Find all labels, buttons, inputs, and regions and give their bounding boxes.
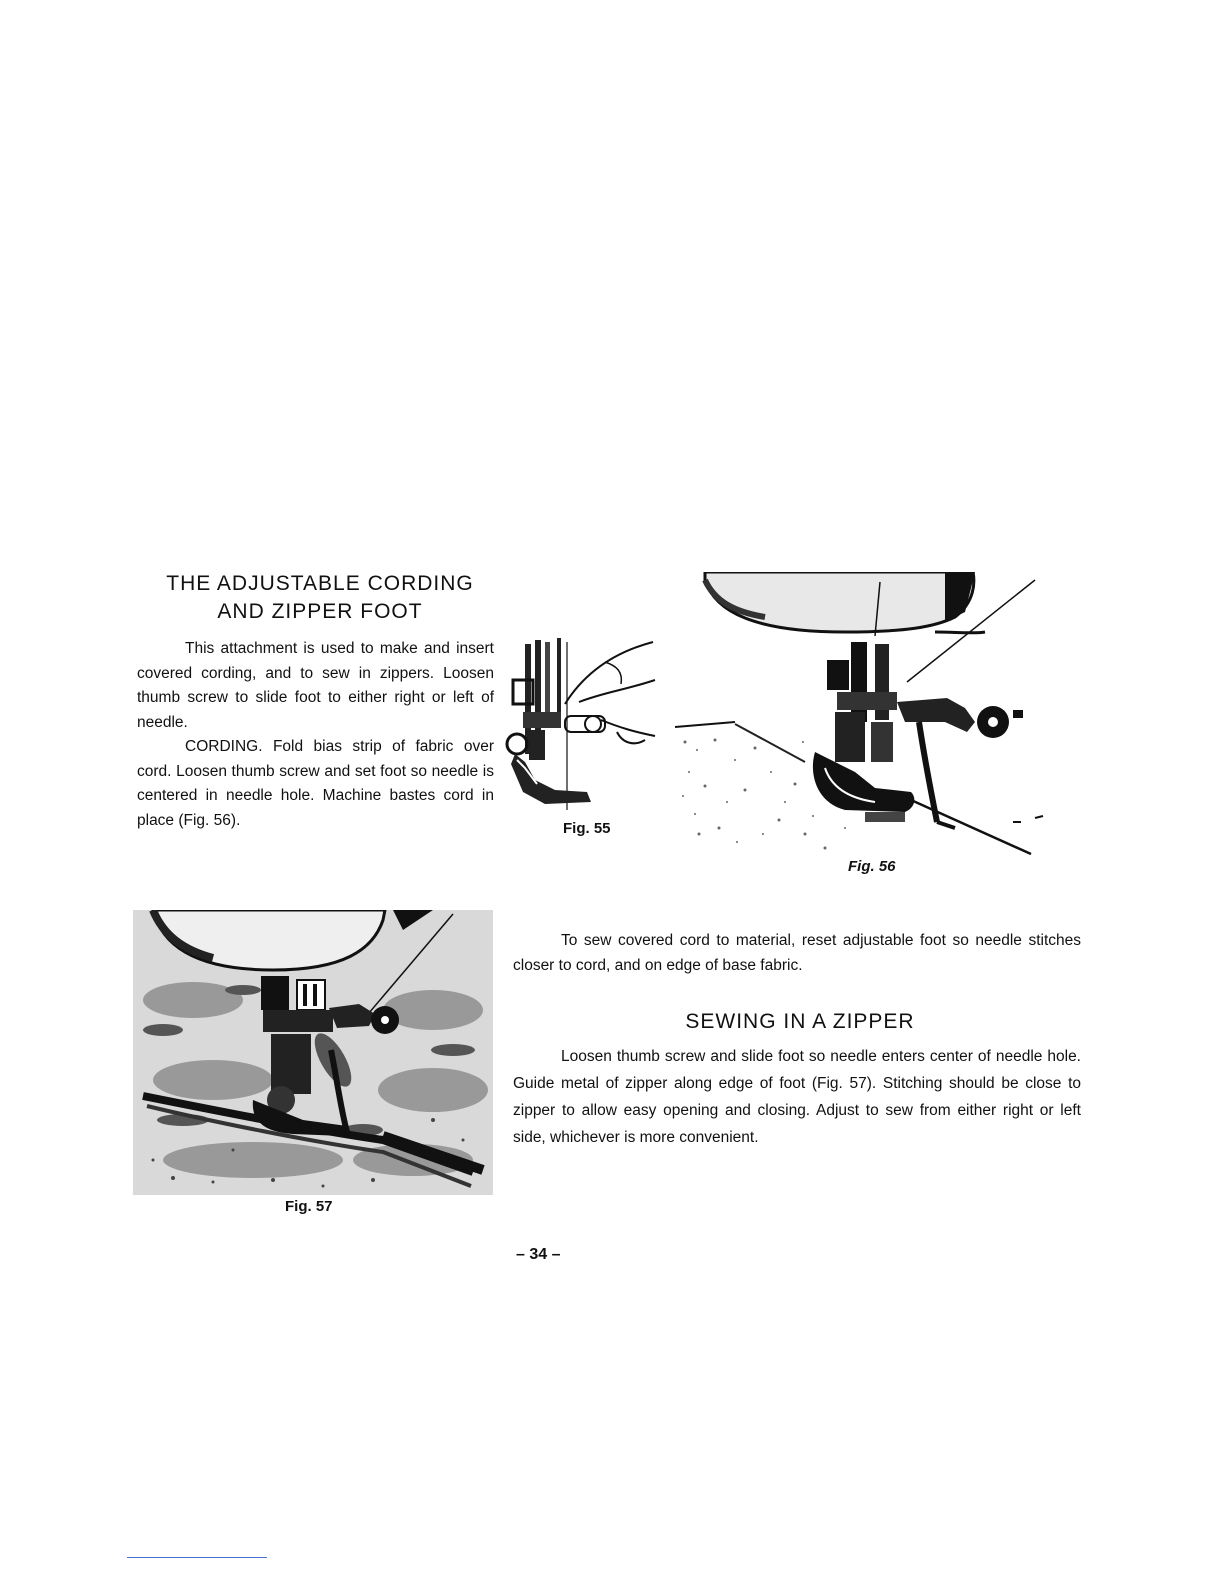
zipper-paragraph xyxy=(513,1043,1081,1151)
figure-57 xyxy=(133,910,493,1195)
cord-to-material-paragraph xyxy=(513,929,1081,978)
fig-55-caption: Fig. 55 xyxy=(563,820,611,837)
zipper-foot-sewing-photo xyxy=(133,910,493,1195)
figure-55 xyxy=(505,632,665,812)
section-title-line-2: AND ZIPPER FOOT xyxy=(217,600,423,623)
intro-paragraph: This attachment is used to make and insert covered cording, and to sew in zippers. Loosen thumb screw to slide foot to either right or left of needle. xyxy=(137,640,494,731)
cording-foot-on-fabric-photo xyxy=(675,572,1065,857)
fig-57-caption: Fig. 57 xyxy=(285,1198,333,1215)
section-title-line-1: THE ADJUSTABLE CORDING xyxy=(166,572,474,595)
cording-foot-description xyxy=(137,637,494,833)
section-title-zipper: SEWING IN A ZIPPER xyxy=(685,1010,915,1033)
cord-to-material-text: To sew covered cord to material, reset adjustable foot so needle stitches closer to cord, and on edge of base fabric. xyxy=(513,932,1081,974)
cording-paragraph: CORDING. Fold bias strip of fabric over cord. Loosen thumb screw and set foot so needle is centered in needle hole. Machine bastes cord in place (Fig. 56). xyxy=(137,738,494,829)
footer-rule xyxy=(127,1557,267,1558)
section-title-cording-foot xyxy=(140,570,500,626)
page-number: – 34 – xyxy=(516,1246,561,1263)
fig-56-caption: Fig. 56 xyxy=(848,858,896,875)
figure-56 xyxy=(675,572,1065,857)
zipper-text: Loosen thumb screw and slide foot so needle enters center of needle hole. Guide metal of zipper along edge of foot (Fig. 57). Stitching should be close to zipper to allow easy opening and closing. Adjust to sew from either right or left side, whichever is more convenient. xyxy=(513,1048,1081,1146)
presser-foot-hand-adjust-illustration xyxy=(505,632,665,812)
